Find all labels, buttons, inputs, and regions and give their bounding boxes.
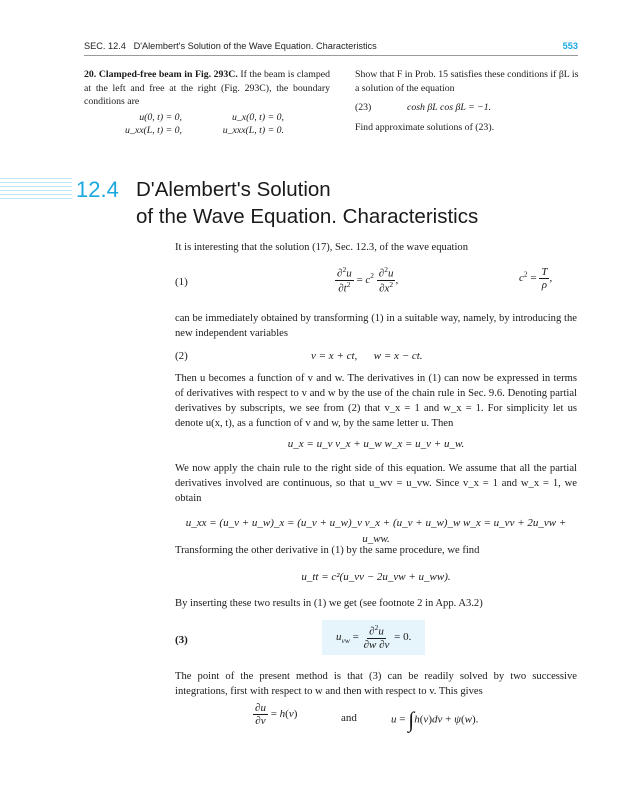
bc-row [84,111,330,125]
header-left [84,40,377,53]
paragraph-6: By inserting these two results in (1) we get (see footnote 2 in App. A3.2) [175,598,483,609]
bc-4: u_xxx(L, t) = 0. [222,125,284,137]
paragraph-2: can be immediately obtained by transforming (1) in a suitable way, namely, by introducing the new independent variables [175,313,577,339]
eq2-body: v = x + ct, w = x − ct. [311,350,423,362]
equation-1 [175,266,577,302]
eq3-label: (3) [175,634,188,646]
header-title: D'Alembert's Solution of the Wave Equation. Characteristics [133,41,377,51]
boundary-conditions [84,111,330,138]
header-rule [84,55,578,56]
section-title-line-1: D'Alembert's Solution [136,178,331,201]
bc-3: u_xx(L, t) = 0, [125,125,182,137]
section-decoration [0,178,72,200]
problem-number: 20. [84,69,97,80]
eq23-body: cosh βL cos βL = −1. [407,102,492,114]
eq-ux-body: u_x = u_v v_x + u_w w_x = u_v + u_w. [287,438,465,450]
problem-20-statement [84,68,330,109]
problem-20-left [84,68,330,138]
problem-text: If the beam is clamped at the left and free at the right (Fig. 293C), the boundary conditions are [84,69,331,108]
eq1-label: (1) [175,276,188,288]
bc-2: u_x(0, t) = 0, [231,111,284,123]
equation-ux [175,437,577,453]
eq2-label: (2) [175,350,188,362]
eq23-label: (23) [355,102,372,114]
paragraph-7: The point of the present method is that (3) can be readily solved by two successive integrations, first with respect to w and then with respect to v. This gives [175,671,577,697]
problem-right-text-2: Find approximate solutions of (23). [355,121,495,133]
eq-and: and [341,712,357,724]
page-number: 553 [562,41,578,51]
problem-20-right [355,68,579,134]
paragraph-1: It is interesting that the solution (17), Sec. 12.3, of the wave equation [175,242,469,253]
eq-u-integral: u = ∫h(v)dv + ψ(w). [391,707,479,732]
section-number: 12.4 [76,177,119,202]
eq1-wave: $\frac{\partial^2u}{\partial t^2}$ = $c^2$ $\frac{\partial^2u}{\partial x^2}$ , [337,265,399,295]
eq1-c-squared: $c^2$ = $\frac{T}{\rho}$ , [519,266,553,292]
paragraph-3: Then u becomes a function of v and w. The derivatives in (1) can now be expressed in terms of derivatives with respect to v and w by the use of the chain rule in Sec. 9.6. Denoting partial derivatives by subscripts, we see from (2) that v_x = 1 and w_x = 1. For simplicity let us denote u(x, t), as a function of v and w, by the same letter u. Then [175,373,577,429]
equation-23 [355,101,579,115]
equation-uxx [175,516,577,545]
eq-du-dv: $\frac{\partial u}{\partial v}$ = h(v) [255,702,298,728]
header-section: SEC. 12.4 [84,41,126,51]
problem-title: Clamped-free beam in Fig. 293C. [98,69,238,80]
equation-utt [175,570,577,586]
eq-utt-body: u_tt = c²(u_vv − 2u_vw + u_ww). [301,571,451,583]
equation-2 [175,349,577,365]
equation-3 [175,620,577,660]
problem-right-text-1: Show that F in Prob. 15 satisfies these conditions if βL is a solution of the equation [355,69,579,94]
section-title-line-2: of the Wave Equation. Characteristics [136,205,479,228]
eq3-box: $u_{vw}$ = $\frac{\partial^2u}{\partial w \partial v}$ = 0. [322,620,425,655]
paragraph-5: Transforming the other derivative in (1) by the same procedure, we find [175,545,480,556]
equation-integration [175,702,577,736]
running-header [84,40,578,54]
paragraph-4: We now apply the chain rule to the right side of this equation. We assume that all the partial derivatives involved are continuous, so that u_wv = u_vw. Since v_x = 1 and w_x = 1, we obtain [175,463,577,504]
bc-row [84,124,330,138]
eq-uxx-body: u_xx = (u_v + u_w)_x = (u_v + u_w)_v v_x + (u_v + u_w)_w w_x = u_vv + 2u_vw + u_ww. [185,517,567,545]
section-title [136,176,596,230]
bc-1: u(0, t) = 0, [139,111,182,123]
